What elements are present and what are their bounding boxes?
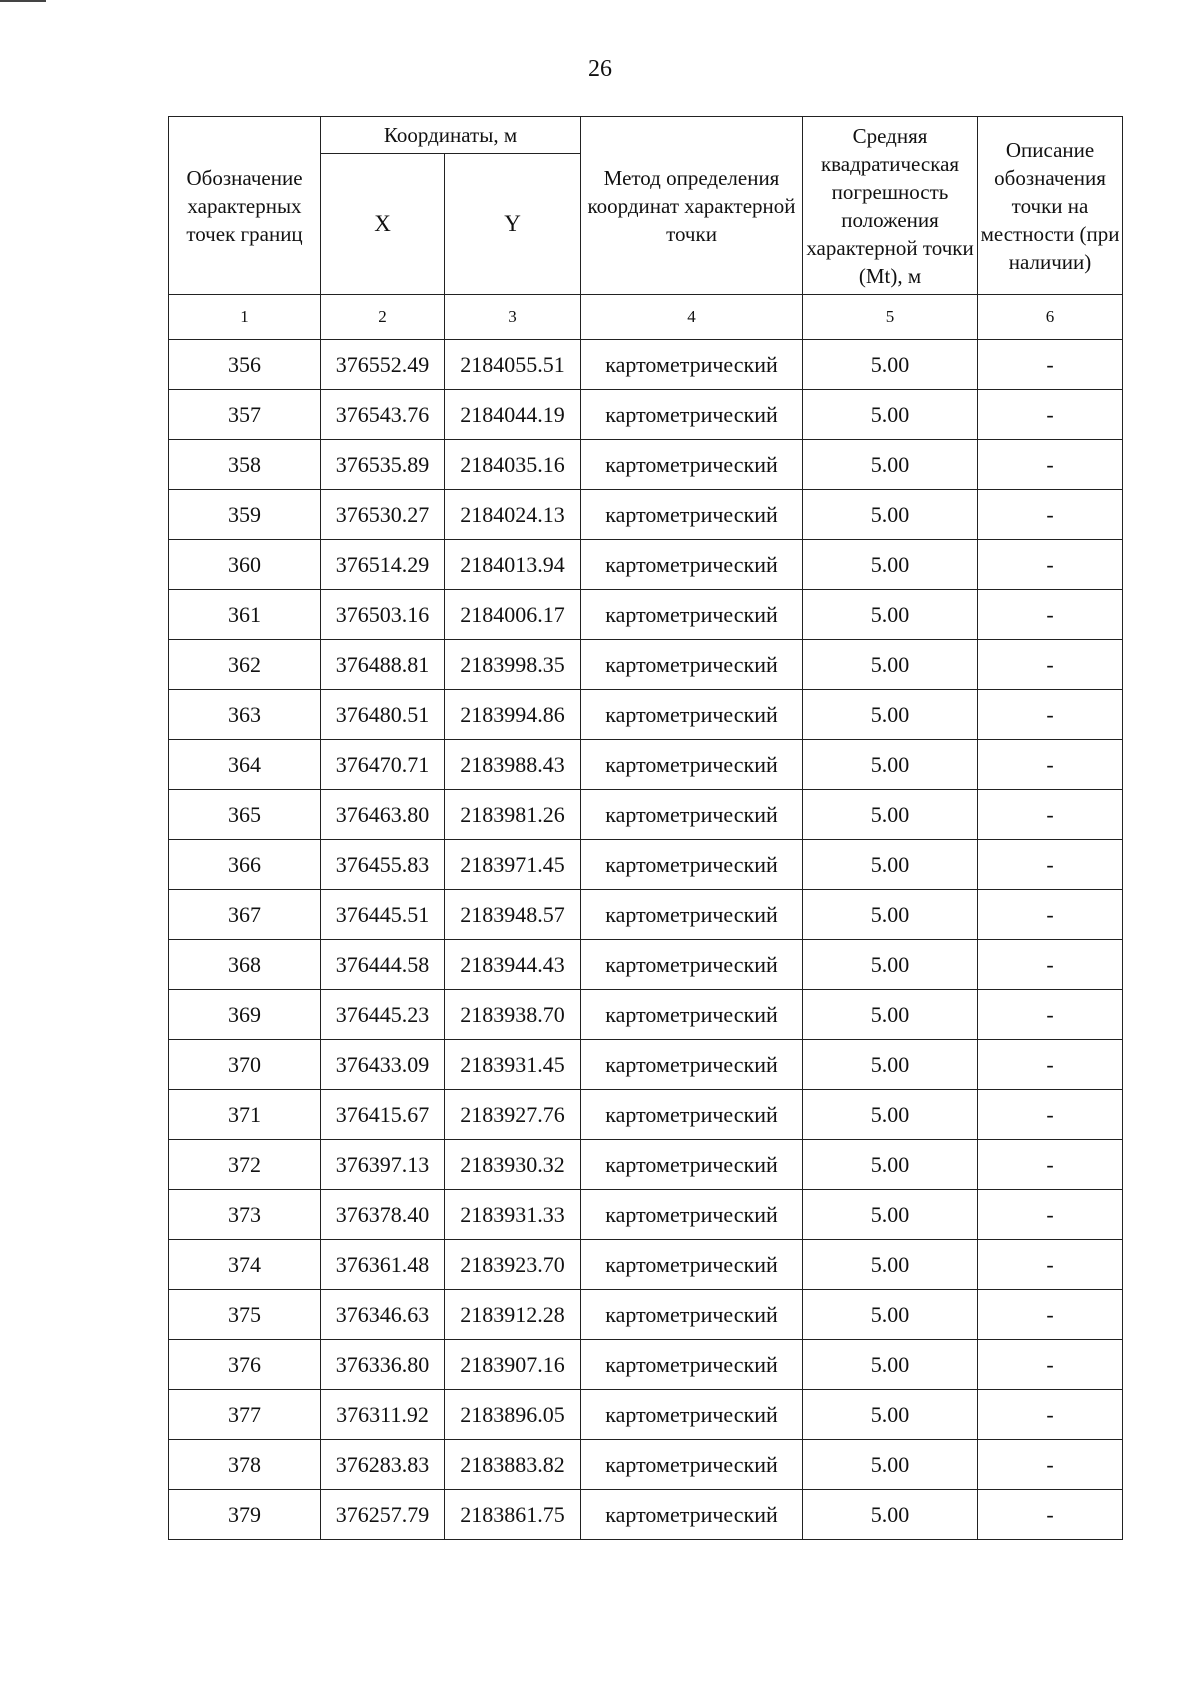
point-number-cell: 376: [169, 1340, 321, 1390]
error-cell: 5.00: [803, 540, 978, 590]
y-coordinate-cell: 2183896.05: [445, 1390, 581, 1440]
error-cell: 5.00: [803, 640, 978, 690]
point-number-cell: 366: [169, 840, 321, 890]
method-cell: картометрический: [581, 840, 803, 890]
point-number-cell: 362: [169, 640, 321, 690]
method-cell: картометрический: [581, 1290, 803, 1340]
x-coordinate-cell: 376445.51: [321, 890, 445, 940]
description-cell: -: [978, 1490, 1123, 1540]
method-cell: картометрический: [581, 740, 803, 790]
method-cell: картометрический: [581, 1240, 803, 1290]
header-y: Y: [445, 154, 581, 295]
x-coordinate-cell: 376378.40: [321, 1190, 445, 1240]
description-cell: -: [978, 340, 1123, 390]
description-cell: -: [978, 490, 1123, 540]
point-number-cell: 363: [169, 690, 321, 740]
point-number-cell: 379: [169, 1490, 321, 1540]
method-cell: картометрический: [581, 540, 803, 590]
error-cell: 5.00: [803, 1140, 978, 1190]
error-cell: 5.00: [803, 1190, 978, 1240]
x-coordinate-cell: 376445.23: [321, 990, 445, 1040]
point-number-cell: 374: [169, 1240, 321, 1290]
description-cell: -: [978, 1390, 1123, 1440]
table-row: [169, 1190, 1123, 1240]
point-number-cell: 364: [169, 740, 321, 790]
point-number-cell: 365: [169, 790, 321, 840]
header-description: Описание обозначения точки на местности (при наличии): [978, 117, 1123, 295]
error-cell: 5.00: [803, 1240, 978, 1290]
header-x: X: [321, 154, 445, 295]
x-coordinate-cell: 376257.79: [321, 1490, 445, 1540]
y-coordinate-cell: 2183988.43: [445, 740, 581, 790]
x-coordinate-cell: 376444.58: [321, 940, 445, 990]
method-cell: картометрический: [581, 1090, 803, 1140]
y-coordinate-cell: 2183930.32: [445, 1140, 581, 1190]
x-coordinate-cell: 376503.16: [321, 590, 445, 640]
table-row: [169, 590, 1123, 640]
description-cell: -: [978, 940, 1123, 990]
method-cell: картометрический: [581, 440, 803, 490]
error-cell: 5.00: [803, 340, 978, 390]
x-coordinate-cell: 376433.09: [321, 1040, 445, 1090]
method-cell: картометрический: [581, 390, 803, 440]
x-coordinate-cell: 376530.27: [321, 490, 445, 540]
x-coordinate-cell: 376361.48: [321, 1240, 445, 1290]
point-number-cell: 375: [169, 1290, 321, 1340]
x-coordinate-cell: 376470.71: [321, 740, 445, 790]
table-row: [169, 340, 1123, 390]
description-cell: -: [978, 440, 1123, 490]
method-cell: картометрический: [581, 640, 803, 690]
table-row: [169, 690, 1123, 740]
y-coordinate-cell: 2184013.94: [445, 540, 581, 590]
x-coordinate-cell: 376480.51: [321, 690, 445, 740]
error-cell: 5.00: [803, 1340, 978, 1390]
point-number-cell: 358: [169, 440, 321, 490]
error-cell: 5.00: [803, 490, 978, 540]
y-coordinate-cell: 2183994.86: [445, 690, 581, 740]
table-row: [169, 1090, 1123, 1140]
description-cell: -: [978, 1340, 1123, 1390]
table-row: [169, 1440, 1123, 1490]
x-coordinate-cell: 376514.29: [321, 540, 445, 590]
y-coordinate-cell: 2183948.57: [445, 890, 581, 940]
column-numbers-row: [169, 295, 1123, 340]
error-cell: 5.00: [803, 1490, 978, 1540]
method-cell: картометрический: [581, 990, 803, 1040]
method-cell: картометрический: [581, 1340, 803, 1390]
method-cell: картометрический: [581, 1040, 803, 1090]
method-cell: картометрический: [581, 790, 803, 840]
y-coordinate-cell: 2184024.13: [445, 490, 581, 540]
x-coordinate-cell: 376397.13: [321, 1140, 445, 1190]
table-row: [169, 540, 1123, 590]
description-cell: -: [978, 1290, 1123, 1340]
point-number-cell: 369: [169, 990, 321, 1040]
error-cell: 5.00: [803, 390, 978, 440]
x-coordinate-cell: 376543.76: [321, 390, 445, 440]
description-cell: -: [978, 390, 1123, 440]
table-row: [169, 1490, 1123, 1540]
y-coordinate-cell: 2184044.19: [445, 390, 581, 440]
x-coordinate-cell: 376336.80: [321, 1340, 445, 1390]
description-cell: -: [978, 640, 1123, 690]
point-number-cell: 377: [169, 1390, 321, 1440]
method-cell: картометрический: [581, 1390, 803, 1440]
y-coordinate-cell: 2183981.26: [445, 790, 581, 840]
y-coordinate-cell: 2183861.75: [445, 1490, 581, 1540]
table-row: [169, 1290, 1123, 1340]
description-cell: -: [978, 1240, 1123, 1290]
x-coordinate-cell: 376535.89: [321, 440, 445, 490]
description-cell: -: [978, 890, 1123, 940]
method-cell: картометрический: [581, 340, 803, 390]
column-number: 3: [445, 295, 581, 340]
error-cell: 5.00: [803, 590, 978, 640]
x-coordinate-cell: 376488.81: [321, 640, 445, 690]
table-row: [169, 790, 1123, 840]
y-coordinate-cell: 2183912.28: [445, 1290, 581, 1340]
column-number: 5: [803, 295, 978, 340]
table-row: [169, 440, 1123, 490]
y-coordinate-cell: 2183931.45: [445, 1040, 581, 1090]
description-cell: -: [978, 590, 1123, 640]
y-coordinate-cell: 2183907.16: [445, 1340, 581, 1390]
table-row: [169, 1140, 1123, 1190]
description-cell: -: [978, 690, 1123, 740]
header-point-designation: Обозначение характерных точек границ: [169, 117, 321, 295]
table-row: [169, 490, 1123, 540]
point-number-cell: 356: [169, 340, 321, 390]
method-cell: картометрический: [581, 690, 803, 740]
description-cell: -: [978, 1040, 1123, 1090]
table-row: [169, 840, 1123, 890]
table-row: [169, 1040, 1123, 1090]
y-coordinate-cell: 2183883.82: [445, 1440, 581, 1490]
table-row: [169, 1340, 1123, 1390]
error-cell: 5.00: [803, 1440, 978, 1490]
table-row: [169, 740, 1123, 790]
method-cell: картометрический: [581, 1140, 803, 1190]
y-coordinate-cell: 2183998.35: [445, 640, 581, 690]
y-coordinate-cell: 2183923.70: [445, 1240, 581, 1290]
y-coordinate-cell: 2183971.45: [445, 840, 581, 890]
x-coordinate-cell: 376552.49: [321, 340, 445, 390]
error-cell: 5.00: [803, 940, 978, 990]
y-coordinate-cell: 2184055.51: [445, 340, 581, 390]
column-number: 1: [169, 295, 321, 340]
column-number: 6: [978, 295, 1123, 340]
error-cell: 5.00: [803, 1090, 978, 1140]
point-number-cell: 378: [169, 1440, 321, 1490]
method-cell: картометрический: [581, 1490, 803, 1540]
description-cell: -: [978, 990, 1123, 1040]
method-cell: картометрический: [581, 590, 803, 640]
coordinates-table: [168, 116, 1123, 1540]
column-number: 4: [581, 295, 803, 340]
description-cell: -: [978, 740, 1123, 790]
error-cell: 5.00: [803, 1390, 978, 1440]
x-coordinate-cell: 376311.92: [321, 1390, 445, 1440]
description-cell: -: [978, 1090, 1123, 1140]
header-coordinates: Координаты, м: [321, 117, 581, 154]
error-cell: 5.00: [803, 1290, 978, 1340]
scan-edge-line: [0, 0, 46, 2]
description-cell: -: [978, 1440, 1123, 1490]
x-coordinate-cell: 376415.67: [321, 1090, 445, 1140]
point-number-cell: 361: [169, 590, 321, 640]
point-number-cell: 359: [169, 490, 321, 540]
point-number-cell: 371: [169, 1090, 321, 1140]
y-coordinate-cell: 2184006.17: [445, 590, 581, 640]
point-number-cell: 370: [169, 1040, 321, 1090]
header-error: Средняя квадратическая погрешность положения характерной точки (Mt), м: [803, 117, 978, 295]
point-number-cell: 368: [169, 940, 321, 990]
description-cell: -: [978, 1190, 1123, 1240]
x-coordinate-cell: 376346.63: [321, 1290, 445, 1340]
y-coordinate-cell: 2183944.43: [445, 940, 581, 990]
header-method: Метод определения координат характерной точки: [581, 117, 803, 295]
error-cell: 5.00: [803, 440, 978, 490]
method-cell: картометрический: [581, 940, 803, 990]
point-number-cell: 367: [169, 890, 321, 940]
page-number: 26: [588, 56, 612, 82]
description-cell: -: [978, 840, 1123, 890]
point-number-cell: 372: [169, 1140, 321, 1190]
error-cell: 5.00: [803, 890, 978, 940]
point-number-cell: 360: [169, 540, 321, 590]
description-cell: -: [978, 540, 1123, 590]
y-coordinate-cell: 2183938.70: [445, 990, 581, 1040]
table-row: [169, 1240, 1123, 1290]
y-coordinate-cell: 2184035.16: [445, 440, 581, 490]
column-number: 2: [321, 295, 445, 340]
point-number-cell: 373: [169, 1190, 321, 1240]
table-row: [169, 1390, 1123, 1440]
error-cell: 5.00: [803, 840, 978, 890]
method-cell: картометрический: [581, 890, 803, 940]
table-row: [169, 390, 1123, 440]
table-row: [169, 640, 1123, 690]
table-row: [169, 940, 1123, 990]
table-row: [169, 990, 1123, 1040]
error-cell: 5.00: [803, 740, 978, 790]
y-coordinate-cell: 2183931.33: [445, 1190, 581, 1240]
point-number-cell: 357: [169, 390, 321, 440]
description-cell: -: [978, 1140, 1123, 1190]
x-coordinate-cell: 376463.80: [321, 790, 445, 840]
x-coordinate-cell: 376455.83: [321, 840, 445, 890]
x-coordinate-cell: 376283.83: [321, 1440, 445, 1490]
method-cell: картометрический: [581, 490, 803, 540]
error-cell: 5.00: [803, 1040, 978, 1090]
method-cell: картометрический: [581, 1440, 803, 1490]
description-cell: -: [978, 790, 1123, 840]
error-cell: 5.00: [803, 690, 978, 740]
error-cell: 5.00: [803, 990, 978, 1040]
y-coordinate-cell: 2183927.76: [445, 1090, 581, 1140]
table-row: [169, 890, 1123, 940]
error-cell: 5.00: [803, 790, 978, 840]
method-cell: картометрический: [581, 1190, 803, 1240]
table-body: [169, 295, 1123, 1540]
